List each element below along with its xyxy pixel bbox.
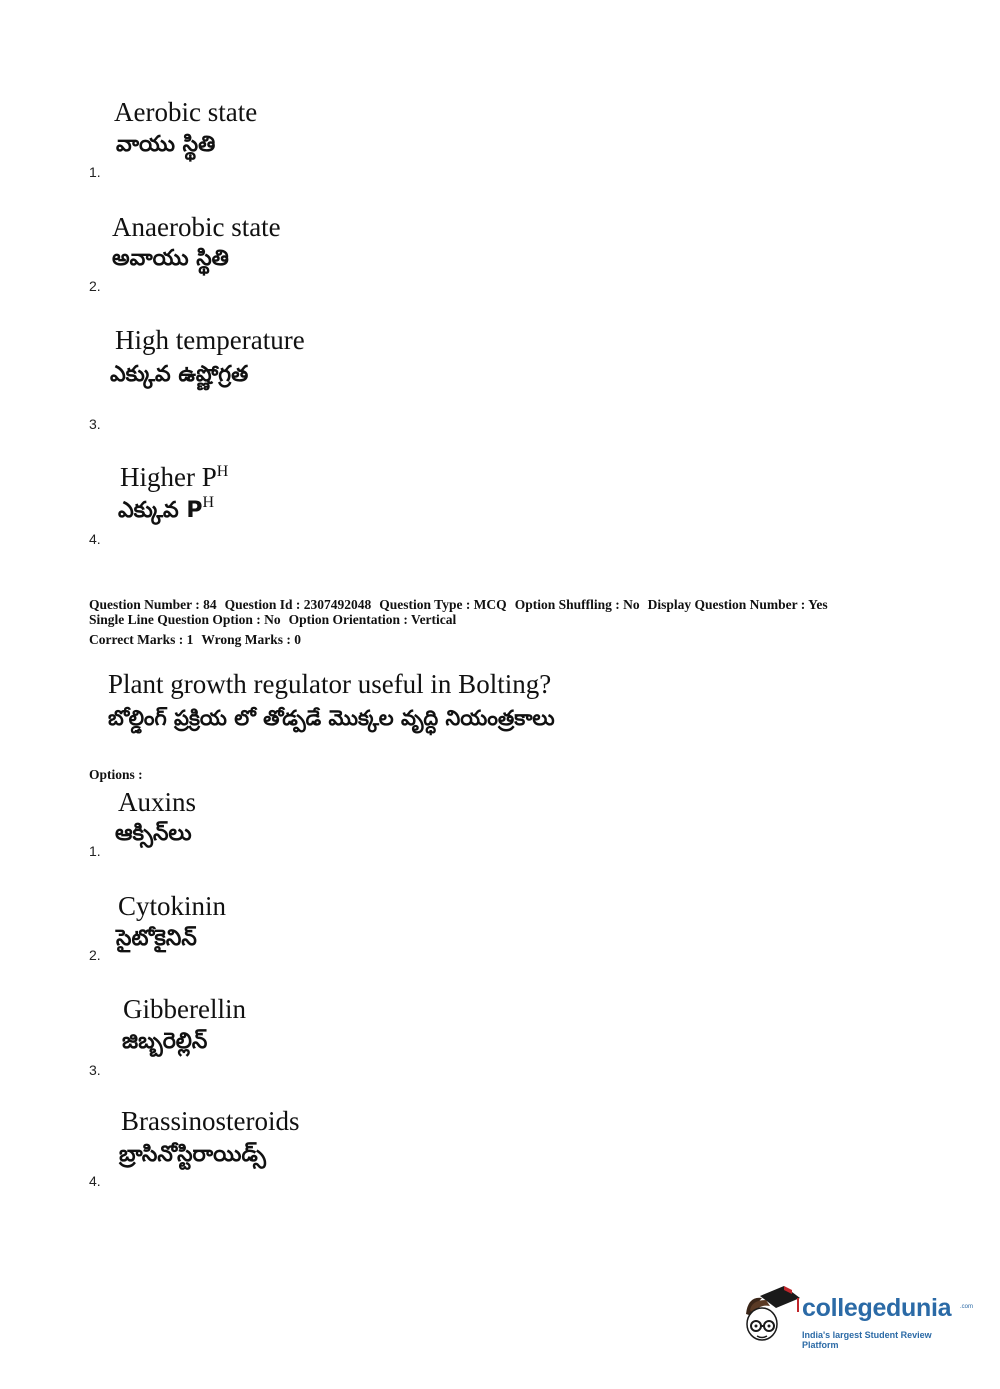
mascot-icon xyxy=(740,1282,800,1352)
prev-option-4-telugu-text: ఎక్కువ P xyxy=(118,498,203,523)
option-2-telugu: సైటోకైనిన్ xyxy=(116,926,197,951)
prev-option-4-english-superscript: H xyxy=(216,463,229,480)
prev-option-4-number: 4. xyxy=(89,531,101,547)
question-id: Question Id : 2307492048 xyxy=(224,597,372,612)
question-text-english: Plant growth regulator useful in Bolting? xyxy=(108,669,552,699)
display-question-number: Display Question Number : Yes xyxy=(647,597,828,612)
question-meta-line-1 xyxy=(89,597,836,612)
logo-wordmark: collegedunia xyxy=(802,1294,952,1322)
option-4-english: Brassinosteroids xyxy=(121,1106,300,1136)
question-text-telugu: బోల్డింగ్ ప్రక్రియ లో తోడ్పడే మొక్కల వృద్ధి నియంత్రకాలు xyxy=(108,706,555,730)
option-2-number: 2. xyxy=(89,947,101,963)
question-meta-line-2 xyxy=(89,612,464,627)
logo-suffix: .com xyxy=(960,1304,974,1310)
prev-option-3-number: 3. xyxy=(89,416,101,432)
prev-option-1-number: 1. xyxy=(89,164,101,180)
single-line-option: Single Line Question Option : No xyxy=(89,612,281,627)
prev-option-1-telugu: వాయు స్థితి xyxy=(116,132,216,157)
prev-option-1-english: Aerobic state xyxy=(114,97,258,127)
option-3-telugu: జిబ్బరెల్లిన్ xyxy=(122,1029,208,1054)
option-1-number: 1. xyxy=(89,843,101,859)
question-type: Question Type : MCQ xyxy=(379,597,507,612)
option-3-english: Gibberellin xyxy=(123,994,246,1024)
option-1-telugu: ఆక్సిన్‌లు xyxy=(115,821,192,846)
logo-tagline: India's largest Student Review Platform xyxy=(802,1330,932,1350)
prev-option-3-english: High temperature xyxy=(115,325,305,355)
prev-option-2-telugu: అవాయు స్థితి xyxy=(112,246,229,271)
prev-option-3-telugu: ఎక్కువ ఉష్ణోగ్రత xyxy=(110,362,249,387)
option-2-english: Cytokinin xyxy=(118,891,227,921)
prev-option-4-english xyxy=(120,462,228,492)
option-4-telugu: బ్రాసినోస్టిరాయిడ్స్ xyxy=(119,1142,266,1167)
question-number: Question Number : 84 xyxy=(89,597,217,612)
collegedunia-logo xyxy=(740,1282,974,1352)
wrong-marks: Wrong Marks : 0 xyxy=(201,632,301,647)
correct-marks: Correct Marks : 1 xyxy=(89,632,194,647)
option-4-number: 4. xyxy=(89,1173,101,1189)
prev-option-2-number: 2. xyxy=(89,278,101,294)
prev-option-4-telugu-superscript: H xyxy=(202,494,215,511)
option-1-english: Auxins xyxy=(118,787,197,817)
prev-option-4-telugu xyxy=(118,494,215,525)
prev-option-4-english-text: Higher P xyxy=(120,462,217,492)
option-shuffling: Option Shuffling : No xyxy=(514,597,640,612)
option-3-number: 3. xyxy=(89,1062,101,1078)
option-orientation: Option Orientation : Vertical xyxy=(288,612,457,627)
options-label: Options : xyxy=(89,767,143,782)
prev-option-2-english: Anaerobic state xyxy=(112,212,281,242)
question-meta-line-3 xyxy=(89,632,309,647)
